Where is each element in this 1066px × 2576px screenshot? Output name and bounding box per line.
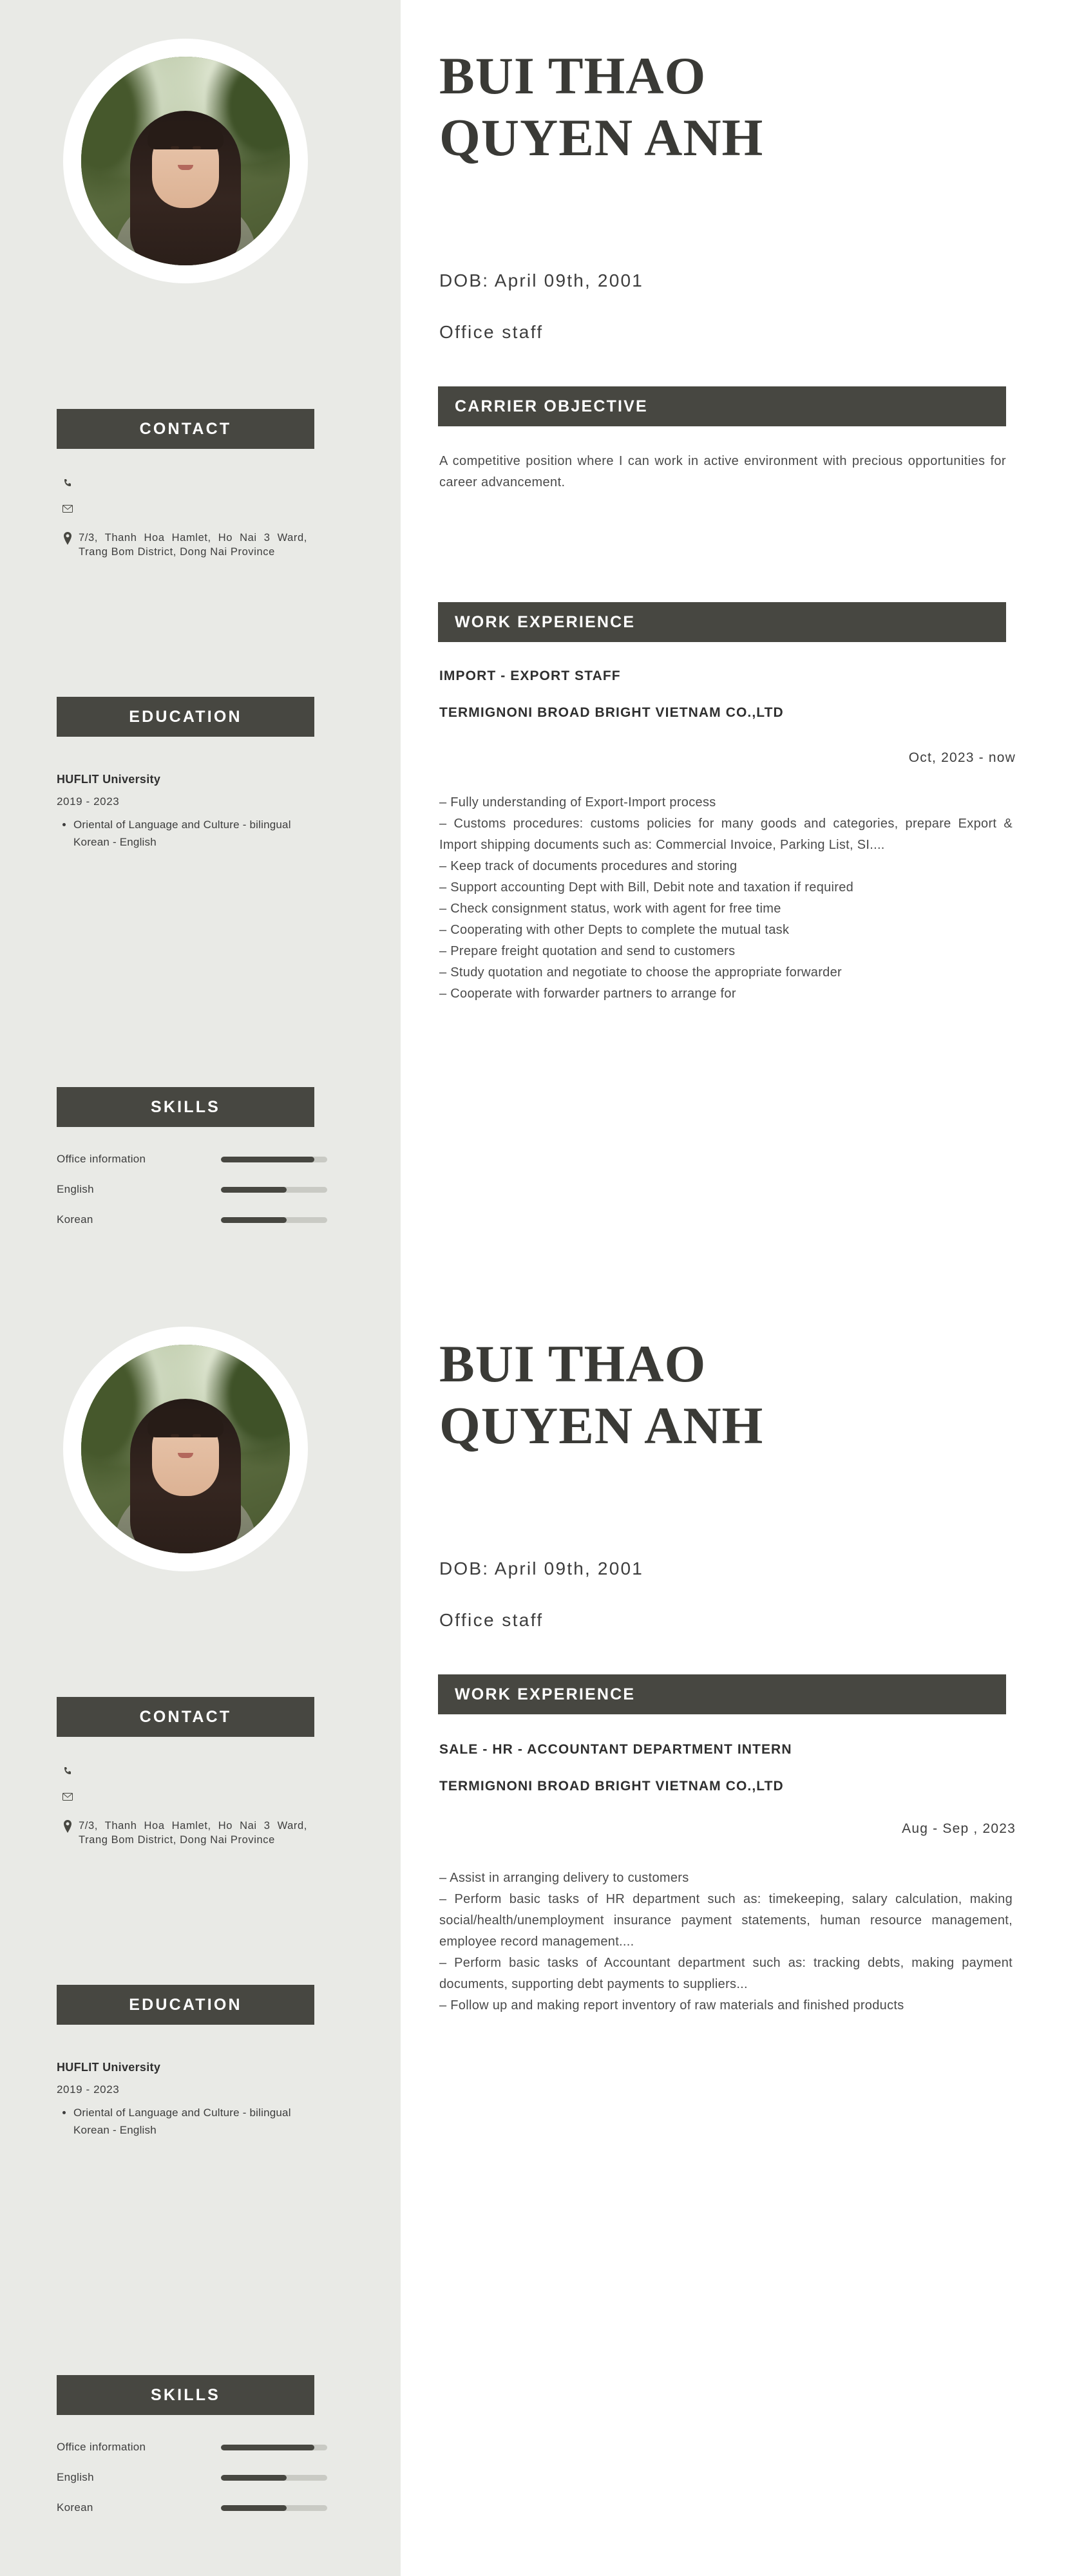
job-role: Office staff [439, 322, 544, 342]
skill-bar [221, 1157, 327, 1162]
skill-row [57, 1153, 340, 1166]
contact-email-text [79, 504, 307, 515]
education-school: HUFLIT University [57, 2061, 161, 2074]
skill-name: English [57, 1183, 94, 1195]
skill-row [57, 1213, 340, 1226]
education-detail-item: • Oriental of Language and Culture - bilingual Korean - English [73, 2104, 327, 2139]
photo-fringe [148, 1409, 224, 1437]
contact-heading: CONTACT [57, 409, 314, 449]
skill-row [57, 2471, 340, 2484]
skill-row [57, 2441, 340, 2454]
contact-list [57, 477, 327, 569]
page-title-line2: QUYEN ANH [439, 1396, 764, 1455]
job-date: Oct, 2023 - now [908, 750, 1016, 765]
main-column-page-1 [401, 0, 1066, 1288]
contact-item-phone [57, 477, 327, 493]
job-bullet: – Cooperate with forwarder partners to arrange for [439, 987, 736, 1001]
main-column-page-2 [401, 1288, 1066, 2576]
job-bullet: – Customs procedures: customs policies for many goods and categories, prepare Export & Import shipping documents such as: Commercial Invoice, Parking List, SI.... [439, 817, 1013, 852]
education-heading: EDUCATION [57, 1985, 314, 2025]
mail-icon [57, 1792, 79, 1801]
mail-icon [57, 504, 79, 513]
skill-bar [221, 1217, 327, 1223]
education-years: 2019 - 2023 [57, 2083, 120, 2096]
job-company: TERMIGNONI BROAD BRIGHT VIETNAM CO.,LTD [439, 705, 784, 720]
page-title-line1: BUI THAO [439, 1334, 707, 1393]
sidebar-page-1 [0, 0, 401, 1288]
education-detail-list [57, 816, 327, 851]
job-title: IMPORT - EXPORT STAFF [439, 668, 621, 683]
skill-name: Korean [57, 2501, 93, 2514]
skill-name: English [57, 2471, 94, 2483]
contact-item-email [57, 504, 327, 520]
avatar [63, 1327, 308, 1571]
sidebar-bottom-fade [0, 2554, 401, 2576]
skill-bar [221, 1187, 327, 1193]
contact-phone-text [79, 1765, 307, 1776]
job-role: Office staff [439, 1610, 544, 1630]
education-detail-list [57, 2104, 327, 2139]
photo-eye-left [171, 146, 179, 149]
skill-bar-fill [221, 1187, 287, 1193]
skills-heading: SKILLS [57, 2375, 314, 2415]
career-objective-heading: CARRIER OBJECTIVE [438, 386, 1006, 426]
contact-item-address [57, 531, 327, 559]
contact-heading: CONTACT [57, 1697, 314, 1737]
education-block [57, 773, 327, 851]
resume-page-2 [0, 1288, 1066, 2576]
skill-bar-fill [221, 1157, 314, 1162]
photo-eye-left [171, 1434, 179, 1437]
contact-address-text: 7/3, Thanh Hoa Hamlet, Ho Nai 3 Ward, Trang Bom District, Dong Nai Province [79, 532, 307, 558]
contact-phone-text [79, 477, 307, 488]
job-bullet: – Keep track of documents procedures and storing [439, 859, 738, 873]
photo-eye-right [193, 146, 201, 149]
skills-heading: SKILLS [57, 1087, 314, 1127]
job-date: Aug - Sep , 2023 [902, 1821, 1016, 1836]
location-icon [57, 1819, 79, 1833]
education-detail-item: • Oriental of Language and Culture - bilingual Korean - English [73, 816, 327, 851]
skill-bar [221, 2445, 327, 2450]
main-bottom-fade [801, 1262, 1066, 1288]
page-title-line2: QUYEN ANH [439, 108, 764, 167]
skill-bar-fill [221, 2475, 287, 2481]
contact-email-text [79, 1792, 307, 1803]
date-of-birth: DOB: April 09th, 2001 [439, 1558, 644, 1578]
skill-row [57, 2501, 340, 2514]
contact-address-text: 7/3, Thanh Hoa Hamlet, Ho Nai 3 Ward, Trang Bom District, Dong Nai Province [79, 1820, 307, 1846]
job-bullet: – Assist in arranging delivery to customers [439, 1871, 689, 1885]
job-bullet: – Prepare freight quotation and send to customers [439, 944, 736, 958]
job-bullet: – Perform basic tasks of Accountant department such as: tracking debts, making payment documents, supporting debt payments to suppliers... [439, 1956, 1013, 1991]
page-title-line1: BUI THAO [439, 46, 707, 105]
phone-icon [57, 477, 79, 488]
education-heading: EDUCATION [57, 697, 314, 737]
date-of-birth: DOB: April 09th, 2001 [439, 270, 644, 290]
contact-list [57, 1765, 327, 1857]
job-bullet: – Study quotation and negotiate to choose the appropriate forwarder [439, 965, 842, 980]
job-company: TERMIGNONI BROAD BRIGHT VIETNAM CO.,LTD [439, 1779, 784, 1794]
avatar [63, 39, 308, 283]
photo-eye-right [193, 1434, 201, 1437]
job-title: SALE - HR - ACCOUNTANT DEPARTMENT INTERN [439, 1742, 792, 1757]
photo-fringe [148, 121, 224, 149]
job-bullet: – Fully understanding of Export-Import process [439, 795, 716, 810]
phone-icon [57, 1765, 79, 1776]
education-block [57, 2061, 327, 2139]
skill-row [57, 1183, 340, 1196]
sidebar-page-2 [0, 1288, 401, 2576]
education-school: HUFLIT University [57, 773, 161, 786]
skill-bar-fill [221, 2505, 287, 2511]
contact-item-phone [57, 1765, 327, 1781]
career-objective-text: A competitive position where I can work in active environment with precious opportunities for career advancement. [439, 454, 1006, 489]
job-bullet: – Perform basic tasks of HR department such as: timekeeping, salary calculation, making social/health/unemployment insurance payment statements, human resource management, employee record management.... [439, 1892, 1013, 1949]
work-experience-heading: WORK EXPERIENCE [438, 1674, 1006, 1714]
avatar-photo [81, 1345, 290, 1553]
avatar-photo [81, 57, 290, 265]
job-bullet: – Check consignment status, work with agent for free time [439, 902, 781, 916]
job-bullet: – Support accounting Dept with Bill, Debit note and taxation if required [439, 880, 854, 895]
job-bullet-list [439, 792, 1013, 1005]
skills-list [57, 1153, 340, 1244]
skill-bar-fill [221, 2445, 314, 2450]
skill-bar [221, 2505, 327, 2511]
skill-bar [221, 2475, 327, 2481]
contact-item-address [57, 1819, 327, 1847]
location-icon [57, 531, 79, 545]
job-bullet: – Cooperating with other Depts to complete the mutual task [439, 923, 790, 937]
work-experience-heading: WORK EXPERIENCE [438, 602, 1006, 642]
skill-bar-fill [221, 1217, 287, 1223]
skill-name: Office information [57, 1153, 146, 1165]
job-bullet: – Follow up and making report inventory of raw materials and finished products [439, 1998, 904, 2012]
skills-list [57, 2441, 340, 2532]
skill-name: Office information [57, 2441, 146, 2453]
contact-item-email [57, 1792, 327, 1808]
sidebar-bottom-fade [0, 1266, 401, 1288]
skill-name: Korean [57, 1213, 93, 1226]
job-bullet-list [439, 1868, 1013, 2016]
education-years: 2019 - 2023 [57, 795, 120, 808]
